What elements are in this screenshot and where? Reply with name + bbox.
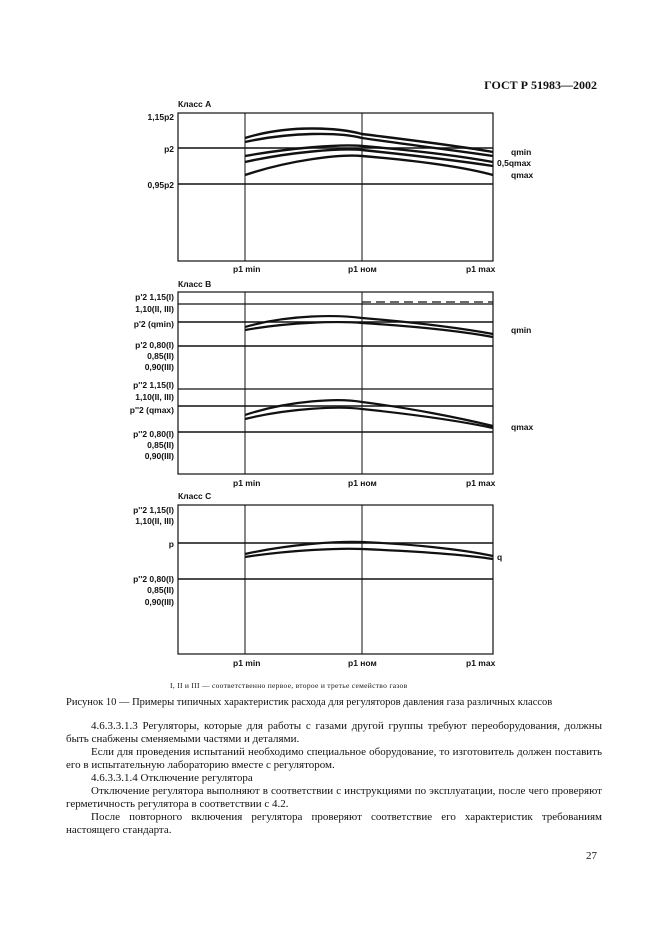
panel-class-c: [133, 491, 502, 668]
panel-c-title: Класс С: [178, 491, 212, 501]
page-number: 27: [586, 850, 597, 862]
panel-c-ylabel-1: 1,10(II, III): [135, 516, 174, 526]
figure-note: I, II и III — соответственно первое, второе и третье семейство газов: [170, 681, 408, 690]
panel-b-title: Класс В: [178, 279, 212, 289]
paragraph: Если для проведения испытаний необходимо специальное оборудование, то изготовитель должен поставить его в испытательную лабораторию вместе с регулятором.: [66, 746, 602, 771]
panel-c-ylabel-4: 0,85(II): [147, 585, 174, 595]
standard-header: ГОСТ Р 51983—2002: [484, 78, 597, 92]
panel-c-xlabel-pmax: p1 max: [466, 658, 496, 668]
panel-b-frame: [178, 292, 493, 474]
panel-class-a: [148, 99, 534, 274]
panel-a-ylabel-upper: 1,15p2: [147, 112, 174, 122]
paragraph: После повторного включения регулятора проверяют соответствие его характеристик требованиям настоящего стандарта.: [66, 811, 602, 836]
panel-b-ylabel-2: p'2 (qmin): [133, 319, 174, 329]
body-text: [66, 720, 602, 837]
paragraph: 4.6.3.3.1.3 Регуляторы, которые для работы с газами другой группы требуют переоборудования, должны быть снабжены сменяемыми частями и деталями.: [66, 720, 602, 745]
panel-b-ylabel-10: 0,85(II): [147, 440, 174, 450]
panel-a-xlabel-pmin: p1 min: [233, 264, 261, 274]
panel-c-xlabel-pnom: p1 ном: [348, 658, 377, 668]
panel-c-ylabel-5: 0,90(III): [144, 597, 174, 607]
panel-b-ylabel-3: p'2 0,80(I): [135, 340, 174, 350]
panel-b-label-qmax: qmax: [511, 422, 534, 432]
panel-b-xlabel-pmin: p1 min: [233, 478, 261, 488]
panel-b-ylabel-4: 0,85(II): [147, 351, 174, 361]
panel-b-ylabel-11: 0,90(III): [144, 451, 174, 461]
panel-a-title: Класс А: [178, 99, 212, 109]
panel-b-ylabel-5: 0,90(III): [144, 362, 174, 372]
panel-b-ylabel-1: 1,10(II, III): [135, 304, 174, 314]
panel-b-ylabel-9: p''2 0,80(I): [133, 429, 174, 439]
panel-a-label-qmax: qmax: [511, 170, 534, 180]
panel-b-ylabel-7: 1,10(II, III): [135, 392, 174, 402]
panel-a-xlabel-pnom: p1 ном: [348, 264, 377, 274]
paragraph: Отключение регулятора выполняют в соответствии с инструкциями по эксплуатации, после чего проверяют герметичность регулятора в соответствии с 4.2.: [66, 785, 602, 810]
panel-class-b: [130, 279, 534, 488]
panel-c-label-q: q: [497, 552, 503, 562]
panel-c-ylabel-3: p''2 0,80(I): [133, 574, 174, 584]
panel-a-label-half-qmax: 0,5qmax: [497, 158, 532, 168]
panel-b-xlabel-pmax: p1 max: [466, 478, 496, 488]
panel-b-ylabel-6: p''2 1,15(I): [133, 380, 174, 390]
paragraph: 4.6.3.3.1.4 Отключение регулятора: [91, 772, 253, 784]
panel-a-xlabel-pmax: p1 max: [466, 264, 496, 274]
panel-a-curve-qmin-2: [245, 134, 493, 156]
panel-c-ylabel-2: p: [168, 539, 174, 549]
panel-b-ylabel-8: p''2 (qmax): [129, 405, 174, 415]
panel-b-ylabel-0: p'2 1,15(I): [135, 292, 174, 302]
panel-b-curve-qmin-2: [245, 322, 493, 337]
panel-c-ylabel-0: p''2 1,15(I): [133, 505, 174, 515]
figure-caption: Рисунок 10 — Примеры типичных характеристик расхода для регуляторов давления газа различных классов: [66, 697, 553, 708]
panel-b-label-qmin: qmin: [511, 325, 532, 335]
panel-a-ylabel-setpoint: p2: [164, 144, 174, 154]
panel-a-curve-qmax: [245, 156, 493, 175]
panel-a-ylabel-lower: 0,95p2: [147, 180, 174, 190]
panel-a-label-qmin: qmin: [511, 147, 532, 157]
panel-c-xlabel-pmin: p1 min: [233, 658, 261, 668]
panel-b-xlabel-pnom: p1 ном: [348, 478, 377, 488]
